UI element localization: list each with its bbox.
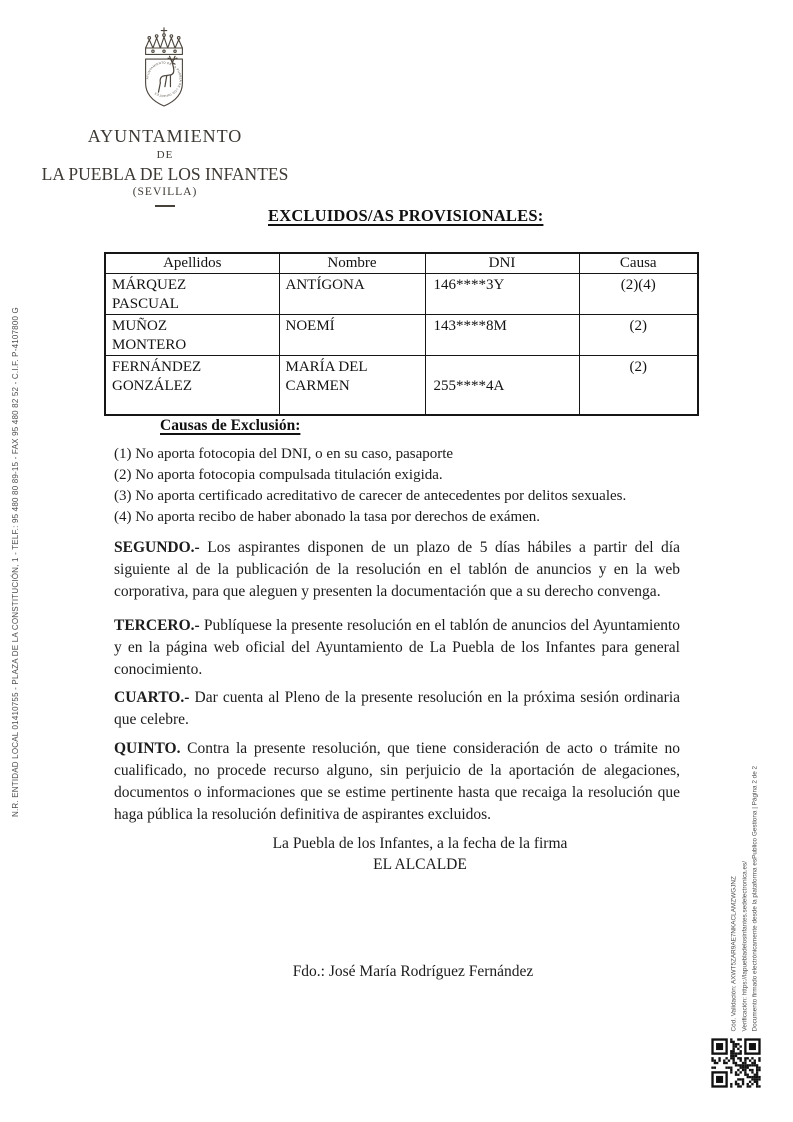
cell-causa: (2) [579, 315, 698, 356]
paragraph-tercero [114, 615, 680, 681]
paragraph-cuarto [114, 687, 680, 731]
paragraph-cuarto-label: CUARTO.- [114, 689, 190, 706]
table-row [105, 274, 698, 315]
paragraph-cuarto-text: Dar cuenta al Pleno de la presente resolución en la próxima sesión ordinaria que celebre. [114, 689, 681, 728]
org-name-line3: LA PUEBLA DE LOS INFANTES [41, 164, 289, 184]
paragraph-tercero-label: TERCERO.- [114, 617, 200, 634]
column-header-nombre: Nombre [279, 253, 425, 274]
paragraph-segundo [114, 537, 680, 603]
causes-heading: Causas de Exclusión: [160, 417, 301, 434]
paragraph-quinto-text: Contra la presente resolución, que tiene consideración de acto o trámite no cualificado, no procede recurso alguno, sin perjuicio de la aportación de alegaciones, documentos o informaciones que se estime pertinente hasta que recaiga la resolución que haga pública la resolución definitiva de aspirantes excluidos. [114, 740, 681, 823]
cell-dni: 143****8M [425, 315, 579, 356]
paragraph-segundo-text: Los aspirantes disponen de un plazo de 5 días hábiles a partir del día siguiente al de la publicación de la resolución en el tablón de anuncios y en la web corporativa, para que aleguen y presenten la documentación que a su derecho convenga. [114, 539, 680, 600]
cell-apellidos: MUÑOZ MONTERO [105, 315, 279, 356]
table-row [105, 356, 698, 416]
causes-list [114, 444, 694, 528]
header-divider [155, 205, 175, 207]
cell-dni: 255****4A [425, 356, 579, 416]
column-header-dni: DNI [425, 253, 579, 274]
cause-item-2: (2) No aporta fotocopia compulsada titulación exigida. [114, 467, 443, 483]
svg-text:AYUNTAMIENTO DE LA PUEBLA DE L [145, 61, 182, 98]
esignature-note-line: Documento firmado electrónicamente desde la plataforma esPublico Gestiona | Página 2 de 2 [751, 765, 759, 1032]
paragraph-quinto [114, 738, 680, 826]
municipal-crest-icon [118, 18, 210, 124]
verification-url-line: Verificación: https://lapuebladelosinfantes.sedelectronica.es/ [741, 860, 748, 1032]
left-margin-note: N.R. ENTIDAD LOCAL 01410755 - PLAZA DE LA CONSTITUCIÓN, 1 - TELF.: 95 480 80 89-15 - FAX 95 480 82 52 - C.I.F. P-4107800 G [11, 307, 20, 817]
signature-place-line: La Puebla de los Infantes, a la fecha de la firma [272, 835, 568, 852]
cell-nombre: MARÍA DEL CARMEN [279, 356, 425, 416]
paragraph-segundo-label: SEGUNDO.- [114, 539, 200, 556]
document-title: EXCLUIDOS/AS PROVISIONALES: [268, 206, 544, 225]
cause-item-1: (1) No aporta fotocopia del DNI, o en su caso, pasaporte [114, 446, 454, 462]
cause-item-3: (3) No aporta certificado acreditativo de carecer de antecedentes por delitos sexuales. [114, 488, 627, 504]
cause-item-4: (4) No aporta recibo de haber abonado la tasa por derechos de exámen. [114, 509, 541, 525]
signatory-name: Fdo.: José María Rodríguez Fernández [292, 963, 534, 980]
cell-causa: (2) [579, 356, 698, 416]
table-row [105, 315, 698, 356]
cell-apellidos: MÁRQUEZ PASCUAL [105, 274, 279, 315]
paragraph-quinto-label: QUINTO. [114, 740, 181, 757]
cell-apellidos: FERNÁNDEZ GONZÁLEZ [105, 356, 279, 416]
qr-code [709, 1036, 763, 1090]
column-header-causa: Causa [579, 253, 698, 274]
paragraph-tercero-text: Publíquese la presente resolución en el tablón de anuncios del Ayuntamiento y en la página web oficial del Ayuntamiento de La Puebla de los Infantes para general conocimiento. [114, 617, 681, 678]
signature-role-line: EL ALCALDE [373, 856, 467, 873]
right-margin-note [730, 730, 763, 1032]
cell-causa: (2)(4) [579, 274, 698, 315]
cell-nombre: NOEMÍ [279, 315, 425, 356]
org-name-line2: DE [156, 149, 174, 161]
excluded-candidates-table [104, 252, 699, 416]
org-name-block [40, 126, 290, 207]
seal-text: AYUNTAMIENTO DE LA PUEBLA DE LOS INFANTES [145, 60, 183, 98]
cell-dni: 146****3Y [425, 274, 579, 315]
org-name-line4: (SEVILLA) [132, 186, 198, 198]
column-header-apellidos: Apellidos [105, 253, 279, 274]
org-name-line1: AYUNTAMIENTO [87, 126, 243, 146]
table-header-row [105, 253, 698, 274]
validation-code-line: Cód. Validación: AXWT5ZAR9AE7NKACLAMZWGJNZ [730, 876, 738, 1032]
cell-nombre: ANTÍGONA [279, 274, 425, 315]
